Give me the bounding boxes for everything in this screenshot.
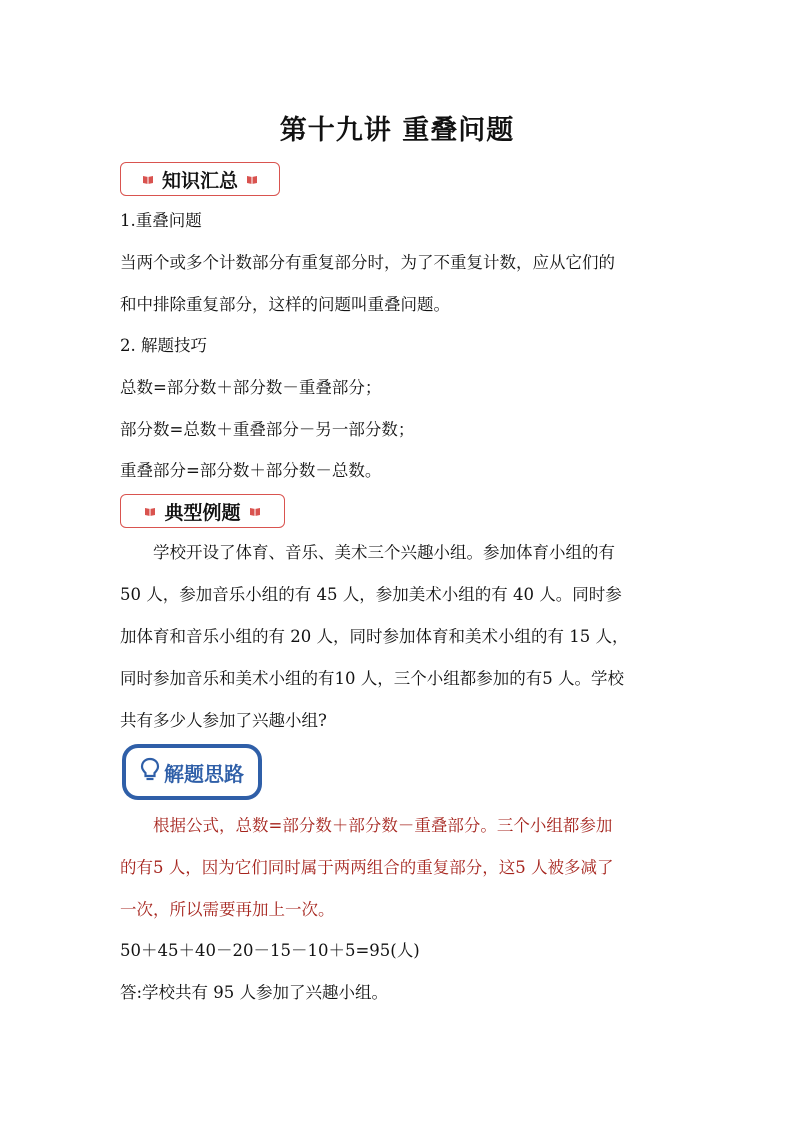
section-label: 知识汇总 [161, 169, 238, 192]
formula-line: 重叠部分=部分数＋部分数－总数。 [120, 461, 382, 480]
solution-line: 的有5 人，因为它们同时属于两两组合的重复部分，这5 人被多减了 [120, 858, 614, 877]
example-line: 学校开设了体育、音乐、美术三个兴趣小组。参加体育小组的有 [120, 543, 615, 562]
book-icon [246, 175, 258, 184]
solution-line: 根据公式，总数=部分数＋部分数－重叠部分。三个小组都参加 [120, 816, 613, 835]
heading-technique: 2. 解题技巧 [120, 336, 207, 355]
definition-line: 当两个或多个计数部分有重复部分时，为了不重复计数，应从它们的 [120, 253, 615, 272]
heading-overlap: 1.重叠问题 [120, 211, 202, 230]
example-line: 50 人，参加音乐小组的有 45 人，参加美术小组的有 40 人。同时参 [120, 585, 622, 604]
book-icon [144, 507, 156, 516]
lightbulb-icon [140, 757, 160, 787]
section-badge-knowledge [120, 162, 280, 196]
formula-line: 部分数=总数＋重叠部分－另一部分数； [120, 420, 415, 439]
book-icon [249, 507, 261, 516]
section-badge-example [120, 494, 285, 528]
equation-line: 50＋45＋40－20－15－10＋5=95(人) [120, 941, 420, 960]
example-line: 加体育和音乐小组的有 20 人，同时参加体育和美术小组的有 15 人， [120, 627, 629, 646]
example-line: 共有多少人参加了兴趣小组? [120, 711, 327, 730]
solution-idea-badge [122, 744, 262, 800]
solution-line: 一次，所以需要再加上一次。 [120, 900, 335, 919]
think-label: 解题思路 [164, 761, 244, 786]
formula-line: 总数=部分数＋部分数－重叠部分； [120, 378, 382, 397]
book-icon [142, 175, 154, 184]
page-title: 第十九讲 重叠问题 [279, 115, 515, 146]
answer-line: 答:学校共有 95 人参加了兴趣小组。 [120, 983, 389, 1002]
example-line: 同时参加音乐和美术小组的有10 人，三个小组都参加的有5 人。学校 [120, 669, 624, 688]
section-label: 典型例题 [164, 501, 241, 524]
definition-line: 和中排除重复部分，这样的问题叫重叠问题。 [120, 295, 450, 314]
